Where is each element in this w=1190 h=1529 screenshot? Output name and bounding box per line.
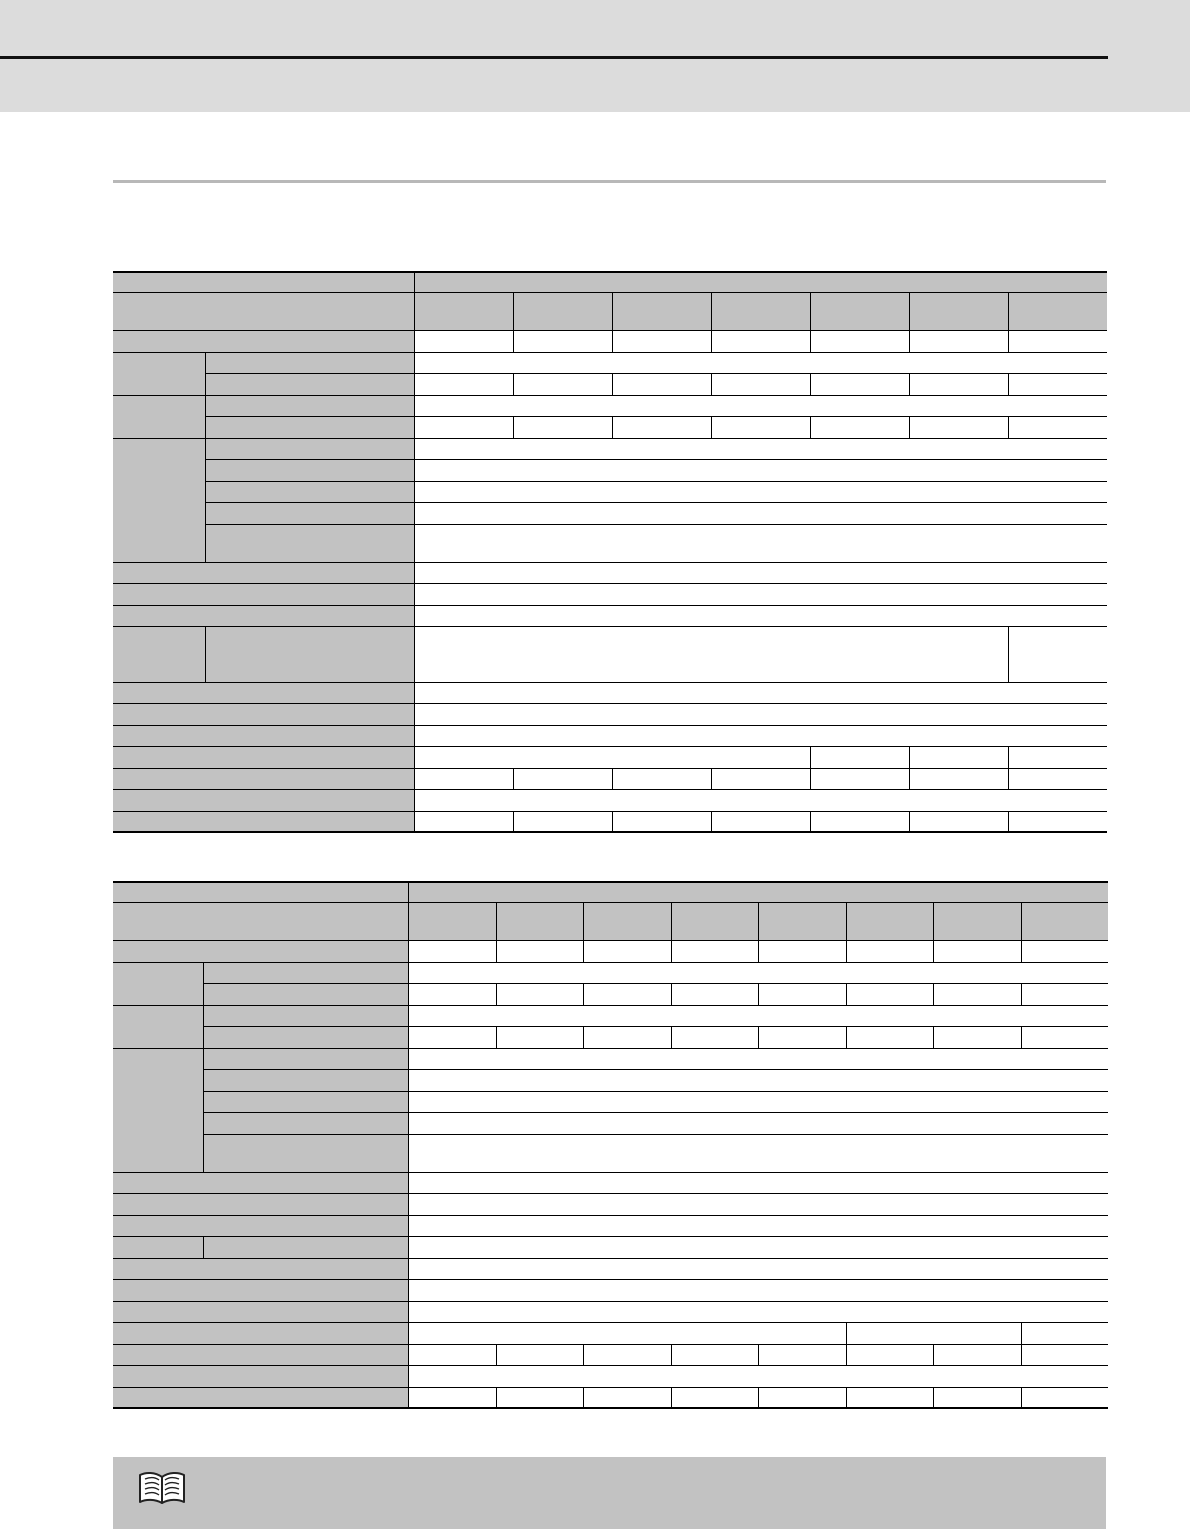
value-cell xyxy=(671,1344,758,1365)
row-label xyxy=(113,1279,408,1301)
table-row xyxy=(113,940,1108,962)
value-cell xyxy=(414,373,513,395)
row-label xyxy=(113,1258,408,1279)
value-cell xyxy=(933,940,1021,962)
table-row xyxy=(113,459,1107,481)
row-label xyxy=(203,1112,408,1134)
table-row xyxy=(113,746,1107,768)
value-cell xyxy=(933,1344,1021,1365)
model-header-cell xyxy=(513,292,612,330)
table-row xyxy=(113,882,1108,902)
row-label xyxy=(203,1048,408,1069)
value-cell xyxy=(414,459,1107,481)
value-cell xyxy=(408,1112,1108,1134)
table-row xyxy=(113,789,1107,811)
group-label xyxy=(113,1005,203,1048)
value-cell xyxy=(414,725,1107,746)
header-cell xyxy=(113,882,408,902)
group-label xyxy=(113,352,205,395)
value-cell xyxy=(414,811,513,832)
model-header-cell xyxy=(583,902,671,940)
value-cell xyxy=(583,1026,671,1048)
value-cell xyxy=(414,682,1107,703)
value-cell xyxy=(414,330,513,352)
value-cell xyxy=(414,438,1107,459)
value-cell xyxy=(496,1387,583,1408)
spec-table-1 xyxy=(113,271,1107,833)
table-row xyxy=(113,605,1107,626)
table-row xyxy=(113,1172,1108,1193)
model-header-cell xyxy=(933,902,1021,940)
table-row xyxy=(113,1005,1108,1026)
header-cell xyxy=(113,902,408,940)
table-row xyxy=(113,1048,1108,1069)
value-cell xyxy=(909,746,1008,768)
value-cell xyxy=(513,416,612,438)
model-header-cell xyxy=(846,902,933,940)
table-row xyxy=(113,1258,1108,1279)
table-row xyxy=(113,1091,1108,1112)
table-row xyxy=(113,438,1107,459)
row-label xyxy=(113,1172,408,1193)
value-cell xyxy=(408,1236,1108,1258)
group-label xyxy=(113,1048,203,1172)
value-cell xyxy=(933,983,1021,1005)
table-row xyxy=(113,1026,1108,1048)
value-cell xyxy=(758,1344,846,1365)
value-cell xyxy=(408,1091,1108,1112)
table-row xyxy=(113,1215,1108,1236)
model-header-cell xyxy=(758,902,846,940)
row-label xyxy=(113,703,414,725)
value-cell xyxy=(414,352,1107,373)
value-cell xyxy=(408,983,496,1005)
row-label xyxy=(113,562,414,583)
value-cell xyxy=(810,330,909,352)
value-cell xyxy=(408,1193,1108,1215)
value-cell xyxy=(1021,1026,1108,1048)
model-header-cell xyxy=(671,902,758,940)
row-label xyxy=(203,1091,408,1112)
value-cell xyxy=(408,1215,1108,1236)
table-row xyxy=(113,1236,1108,1258)
row-label xyxy=(205,481,414,502)
value-cell xyxy=(846,940,933,962)
row-label xyxy=(205,438,414,459)
value-cell xyxy=(1008,626,1107,682)
value-cell xyxy=(711,330,810,352)
row-label xyxy=(203,1026,408,1048)
value-cell xyxy=(583,983,671,1005)
group-label xyxy=(113,1236,203,1258)
table-row xyxy=(113,1069,1108,1091)
value-cell xyxy=(1021,940,1108,962)
value-cell xyxy=(711,811,810,832)
value-cell xyxy=(408,1258,1108,1279)
value-cell xyxy=(909,811,1008,832)
model-header-cell xyxy=(810,292,909,330)
value-cell xyxy=(1008,330,1107,352)
table-row xyxy=(113,811,1107,832)
row-label xyxy=(113,1322,408,1344)
row-label xyxy=(113,330,414,352)
group-label xyxy=(113,438,205,562)
table-row xyxy=(113,768,1107,789)
value-cell xyxy=(810,416,909,438)
table-row xyxy=(113,962,1108,983)
table-row xyxy=(113,626,1107,682)
value-cell xyxy=(758,940,846,962)
row-label xyxy=(205,626,414,682)
value-cell xyxy=(909,373,1008,395)
row-label xyxy=(205,373,414,395)
value-cell xyxy=(513,768,612,789)
value-cell xyxy=(612,373,711,395)
section-divider xyxy=(113,180,1106,183)
model-header-cell xyxy=(496,902,583,940)
model-header-cell xyxy=(1008,292,1107,330)
value-cell xyxy=(408,1344,496,1365)
value-cell xyxy=(408,1048,1108,1069)
row-label xyxy=(203,1134,408,1172)
row-label xyxy=(205,502,414,524)
row-label xyxy=(205,416,414,438)
table-row xyxy=(113,502,1107,524)
value-cell xyxy=(414,562,1107,583)
table-row xyxy=(113,682,1107,703)
value-cell xyxy=(933,1387,1021,1408)
row-label xyxy=(113,725,414,746)
value-cell xyxy=(496,940,583,962)
row-label xyxy=(113,768,414,789)
table-row xyxy=(113,1387,1108,1408)
value-cell xyxy=(408,1134,1108,1172)
table-row xyxy=(113,373,1107,395)
value-cell xyxy=(583,1387,671,1408)
table-row xyxy=(113,1301,1108,1322)
value-cell xyxy=(408,1026,496,1048)
value-cell xyxy=(414,524,1107,562)
value-cell xyxy=(1008,373,1107,395)
table-row xyxy=(113,481,1107,502)
value-cell xyxy=(408,1387,496,1408)
row-label xyxy=(205,395,414,416)
value-cell xyxy=(909,768,1008,789)
value-cell xyxy=(414,768,513,789)
row-label xyxy=(113,605,414,626)
value-cell xyxy=(414,395,1107,416)
value-cell xyxy=(758,1026,846,1048)
header-cell xyxy=(414,272,1107,292)
value-cell xyxy=(408,1279,1108,1301)
model-header-cell xyxy=(909,292,1008,330)
value-cell xyxy=(909,330,1008,352)
value-cell xyxy=(758,983,846,1005)
model-header-cell xyxy=(711,292,810,330)
value-cell xyxy=(1008,811,1107,832)
value-cell xyxy=(583,1344,671,1365)
table-row xyxy=(113,902,1108,940)
value-cell xyxy=(414,703,1107,725)
reference-note-box xyxy=(113,1457,1106,1529)
model-header-cell xyxy=(408,902,496,940)
value-cell xyxy=(711,416,810,438)
value-cell xyxy=(933,1026,1021,1048)
value-cell xyxy=(414,789,1107,811)
value-cell xyxy=(414,626,1008,682)
row-label xyxy=(205,459,414,481)
row-label xyxy=(203,962,408,983)
row-label xyxy=(203,1236,408,1258)
row-label xyxy=(203,983,408,1005)
value-cell xyxy=(414,416,513,438)
table-row xyxy=(113,330,1107,352)
table-row xyxy=(113,1365,1108,1387)
model-header-cell xyxy=(612,292,711,330)
table-row xyxy=(113,1134,1108,1172)
value-cell xyxy=(496,983,583,1005)
value-cell xyxy=(513,330,612,352)
value-cell xyxy=(810,746,909,768)
value-cell xyxy=(846,983,933,1005)
value-cell xyxy=(909,416,1008,438)
value-cell xyxy=(612,811,711,832)
value-cell xyxy=(612,330,711,352)
value-cell xyxy=(1021,983,1108,1005)
value-cell xyxy=(671,1387,758,1408)
table-row xyxy=(113,1322,1108,1344)
row-label xyxy=(113,1215,408,1236)
row-label xyxy=(113,1387,408,1408)
value-cell xyxy=(496,1344,583,1365)
value-cell xyxy=(1008,768,1107,789)
table-row xyxy=(113,983,1108,1005)
value-cell xyxy=(711,373,810,395)
value-cell xyxy=(1021,1344,1108,1365)
value-cell xyxy=(671,983,758,1005)
value-cell xyxy=(810,373,909,395)
value-cell xyxy=(1021,1322,1108,1344)
header-cell xyxy=(113,292,414,330)
row-label xyxy=(205,352,414,373)
row-label xyxy=(203,1069,408,1091)
row-label xyxy=(113,746,414,768)
value-cell xyxy=(408,1365,1108,1387)
value-cell xyxy=(846,1026,933,1048)
value-cell xyxy=(408,962,1108,983)
table-row xyxy=(113,725,1107,746)
spec-table-2 xyxy=(113,881,1108,1409)
value-cell xyxy=(408,1301,1108,1322)
table-row xyxy=(113,416,1107,438)
value-cell xyxy=(671,1026,758,1048)
value-cell xyxy=(414,481,1107,502)
value-cell xyxy=(758,1387,846,1408)
row-label xyxy=(113,1193,408,1215)
value-cell xyxy=(414,746,810,768)
table-row xyxy=(113,352,1107,373)
group-label xyxy=(113,626,205,682)
group-label xyxy=(113,962,203,1005)
value-cell xyxy=(612,416,711,438)
row-label xyxy=(113,940,408,962)
header-cell xyxy=(113,272,414,292)
value-cell xyxy=(846,1344,933,1365)
header-cell xyxy=(408,882,1108,902)
value-cell xyxy=(408,1069,1108,1091)
value-cell xyxy=(612,768,711,789)
open-book-icon xyxy=(137,1469,187,1505)
table-row xyxy=(113,703,1107,725)
value-cell xyxy=(513,373,612,395)
value-cell xyxy=(496,1026,583,1048)
value-cell xyxy=(408,1322,846,1344)
table-row xyxy=(113,1112,1108,1134)
table-row xyxy=(113,1344,1108,1365)
row-label xyxy=(113,1365,408,1387)
table-row xyxy=(113,524,1107,562)
table-row xyxy=(113,562,1107,583)
value-cell xyxy=(414,502,1107,524)
value-cell xyxy=(846,1387,933,1408)
table-row xyxy=(113,292,1107,330)
value-cell xyxy=(1008,416,1107,438)
row-label xyxy=(113,789,414,811)
model-header-cell xyxy=(1021,902,1108,940)
value-cell xyxy=(513,811,612,832)
table-row xyxy=(113,1193,1108,1215)
row-label xyxy=(113,811,414,832)
value-cell xyxy=(1008,746,1107,768)
model-header-cell xyxy=(414,292,513,330)
value-cell xyxy=(810,811,909,832)
row-label xyxy=(113,1301,408,1322)
value-cell xyxy=(408,1005,1108,1026)
row-label xyxy=(113,1344,408,1365)
value-cell xyxy=(583,940,671,962)
table-row xyxy=(113,583,1107,605)
value-cell xyxy=(846,1322,1021,1344)
value-cell xyxy=(414,605,1107,626)
table-row xyxy=(113,395,1107,416)
value-cell xyxy=(711,768,810,789)
value-cell xyxy=(408,1172,1108,1193)
value-cell xyxy=(810,768,909,789)
group-label xyxy=(113,395,205,438)
header-rule xyxy=(0,56,1108,59)
row-label xyxy=(113,583,414,605)
value-cell xyxy=(414,583,1107,605)
value-cell xyxy=(408,940,496,962)
row-label xyxy=(205,524,414,562)
row-label xyxy=(203,1005,408,1026)
table-row xyxy=(113,1279,1108,1301)
row-label xyxy=(113,682,414,703)
value-cell xyxy=(1021,1387,1108,1408)
table-row xyxy=(113,272,1107,292)
value-cell xyxy=(671,940,758,962)
